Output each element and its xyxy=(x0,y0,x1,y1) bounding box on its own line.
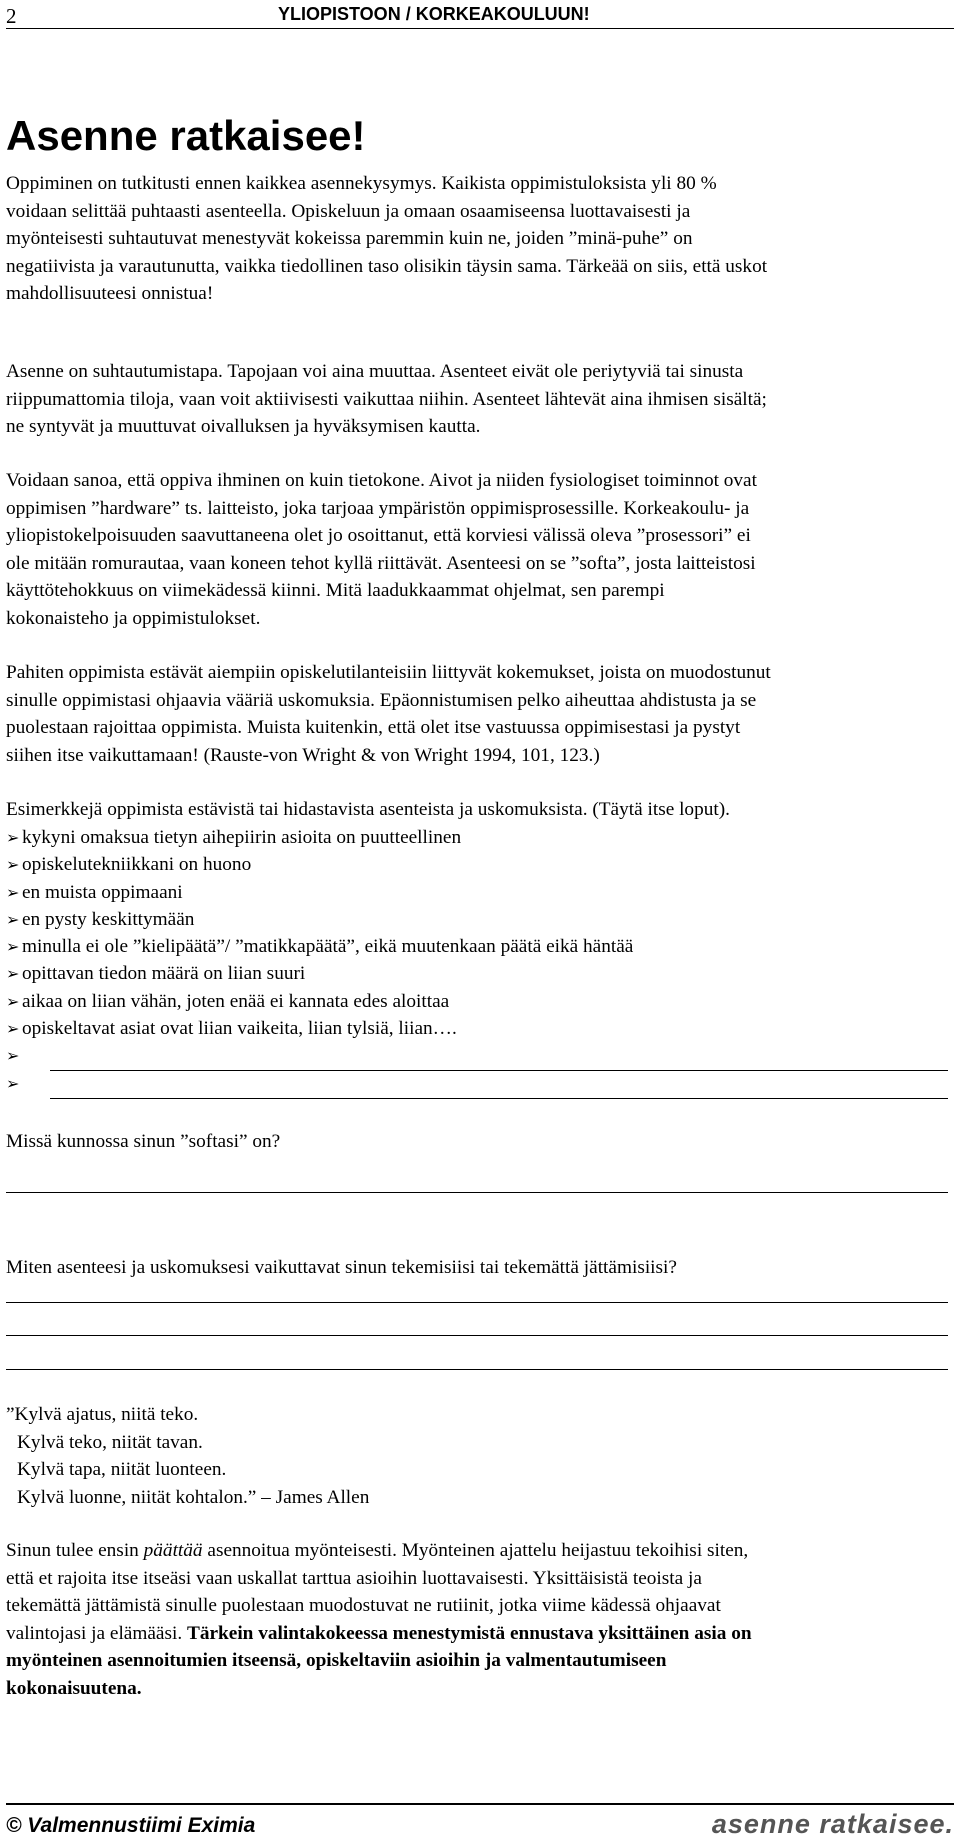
blank-answer-line[interactable] xyxy=(6,1192,948,1193)
blank-list-item xyxy=(6,1070,954,1097)
paragraph-line: mahdollisuuteesi onnistua! xyxy=(6,283,214,305)
paragraph-line: Sinun tulee ensin päättää asennoitua myönteisesti. Myönteinen ajattelu heijastuu tekoihisi siten, xyxy=(6,1540,749,1561)
blank-answer-line[interactable] xyxy=(50,1098,948,1099)
intro-paragraph xyxy=(6,170,954,308)
copyright-text: © Valmennustiimi Eximia xyxy=(6,1814,256,1837)
paragraph-line: sinulle oppimistasi ohjaavia vääriä uskomuksia. Epäonnistumisen pelko aiheuttaa ahdistusta ja se xyxy=(6,689,757,711)
quote-line: Kylvä luonne, niität kohtalon.” – James Allen xyxy=(17,1486,370,1508)
arrow-bullet-icon: ➢ xyxy=(6,937,20,957)
emphasis-text: päättää xyxy=(143,1540,203,1561)
paragraph-line: voidaan selittää puhtaasti asenteella. Opiskeluun ja omaan osaamiseensa luottavaisesti ja xyxy=(6,200,691,222)
quote-line: Kylvä teko, niität tavan. xyxy=(17,1431,203,1453)
paragraph-line: negatiivista ja varautunutta, vaikka tiedollinen taso olisikin täysin sama. Tärkeää on siis, että uskot xyxy=(6,255,768,277)
beliefs-paragraph xyxy=(6,659,954,769)
paragraph-line: siihen itse vaikuttamaan! (Rauste-von Wright & von Wright 1994, 101, 123.) xyxy=(6,744,600,766)
paragraph-line: tekemättä jättämistä sinulle puolestaan muodostuvat ne rutiinit, jotka viime kädessä ohjaavat xyxy=(6,1595,721,1617)
question-software xyxy=(6,1128,954,1156)
question-text: Miten asenteesi ja uskomuksesi vaikuttavat sinun tekemisiisi tai tekemättä jättämisiisi? xyxy=(6,1257,677,1278)
arrow-bullet-icon: ➢ xyxy=(6,964,20,984)
page-title: Asenne ratkaisee! xyxy=(6,112,366,159)
arrow-bullet-icon: ➢ xyxy=(6,1019,20,1039)
arrow-bullet-icon: ➢ xyxy=(6,991,20,1011)
question-text: Missä kunnossa sinun ”softasi” on? xyxy=(6,1131,281,1152)
paragraph-line: Pahiten oppimista estävät aiempiin opiskelutilanteisiin liittyvät kokemukset, joista on muodostunut xyxy=(6,662,771,683)
bold-text: kokonaisuutena. xyxy=(6,1677,142,1699)
list-item: ➢ en muista oppimaani xyxy=(6,879,954,906)
page-footer xyxy=(6,1803,954,1840)
list-item: ➢ opittavan tiedon määrä on liian suuri xyxy=(6,960,954,987)
page-number: 2 xyxy=(6,4,17,28)
blank-list-item xyxy=(6,1042,954,1069)
paragraph-line: käyttötehokkuus on viimekädessä kiinni. Mitä laadukkaammat ohjelmat, sen parempi xyxy=(6,580,665,602)
examples-intro xyxy=(6,796,954,824)
list-item: ➢ opiskelutekniikkani on huono xyxy=(6,851,954,878)
arrow-bullet-icon: ➢ xyxy=(6,909,20,929)
paragraph-line: myönteisesti suhtautuvat menestyvät kokeissa paremmin kuin ne, joiden ”minä-puhe” on xyxy=(6,228,693,250)
paragraph-line: Esimerkkejä oppimista estävistä tai hidastavista asenteista ja uskomuksista. (Täytä itse loput). xyxy=(6,799,730,820)
paragraph-line: Asenne on suhtautumistapa. Tapojaan voi aina muuttaa. Asenteet eivät ole periytyviä tai sinusta xyxy=(6,361,744,382)
paragraph-line: oppimisen ”hardware” ts. laitteisto, joka tarjoaa ympäristön oppimisprosessille. Korkeakoulu- ja xyxy=(6,497,750,519)
paragraph-line: yliopistokelpoisuuden saavuttaneena olet jo osoittanut, että korviesi välissä oleva ”prosessori” ei xyxy=(6,525,751,547)
paragraph-line: ole mitään romurautaa, vaan koneen tehot kyllä riittävät. Asenteesi on se ”softa”, josta laitteistosi xyxy=(6,552,756,574)
list-item: ➢ minulla ei ole ”kielipäätä”/ ”matikkapäätä”, eikä muutenkaan päätä eikä häntää xyxy=(6,933,954,960)
header-title: YLIOPISTOON / KORKEAKOULUUN! xyxy=(278,4,590,24)
quote-block xyxy=(6,1401,954,1511)
paragraph-line: Oppiminen on tutkitusti ennen kaikkea asennekysymys. Kaikista oppimistuloksista yli 80 % xyxy=(6,173,717,194)
arrow-bullet-icon: ➢ xyxy=(6,882,20,902)
computer-analogy-paragraph xyxy=(6,467,954,633)
list-item: ➢ aikaa on liian vähän, joten enää ei kannata edes aloittaa xyxy=(6,988,954,1015)
paragraph-line: ne syntyvät ja muuttuvat oivalluksen ja hyväksymisen kautta. xyxy=(6,416,481,438)
paragraph-line: Voidaan sanoa, että oppiva ihminen on kuin tietokone. Aivot ja niiden fysiologiset toiminnot ovat xyxy=(6,470,757,491)
list-item: ➢ en pysty keskittymään xyxy=(6,906,954,933)
paragraph-line xyxy=(6,1647,954,1675)
blank-answer-line[interactable] xyxy=(6,1369,948,1370)
blank-answer-line[interactable] xyxy=(50,1070,948,1071)
question-effects xyxy=(6,1254,954,1282)
page-header xyxy=(6,0,954,29)
brand-logo: asenne ratkaisee. xyxy=(711,1809,954,1839)
blank-answer-line[interactable] xyxy=(6,1335,948,1336)
paragraph-line: valintojasi ja elämääsi. Tärkein valintakokeessa menestymistä ennustava yksittäinen asia on xyxy=(6,1622,752,1644)
paragraph-line: kokonaisteho ja oppimistulokset. xyxy=(6,607,261,629)
blank-answer-line[interactable] xyxy=(6,1302,948,1303)
attitude-paragraph xyxy=(6,358,954,441)
paragraph-line: että et rajoita itse itseäsi vaan uskallat tarttua asioihin luottavaisesti. Yksittäisistä teoista ja xyxy=(6,1567,702,1589)
bold-text: Tärkein valintakokeessa menestymistä ennustava yksittäinen asia on xyxy=(186,1622,752,1644)
bold-text: myönteinen asennoitumien itseensä, opiskeltaviin asioihin ja valmentautumiseen xyxy=(6,1650,667,1672)
list-item: ➢ opiskeltavat asiat ovat liian vaikeita, liian tylsiä, liian…. xyxy=(6,1015,954,1042)
arrow-bullet-icon: ➢ xyxy=(6,1046,20,1066)
arrow-bullet-icon: ➢ xyxy=(6,855,20,875)
quote-line: ”Kylvä ajatus, niitä teko. xyxy=(6,1404,199,1425)
arrow-bullet-icon: ➢ xyxy=(6,1073,20,1093)
list-item: ➢ kykyni omaksua tietyn aihepiirin asioita on puutteellinen xyxy=(6,824,954,851)
paragraph-line: riippumattomia tiloja, vaan voit aktiivisesti vaikuttaa niihin. Asenteet lähtevät aina ihmisen sisältä; xyxy=(6,388,767,410)
paragraph-line: puolestaan rajoittaa oppimista. Muista kuitenkin, että olet itse vastuussa oppimisestasi ja pystyt xyxy=(6,717,741,739)
paragraph-line xyxy=(6,1675,954,1703)
arrow-bullet-icon: ➢ xyxy=(6,828,20,847)
belief-list xyxy=(6,824,954,1097)
closing-paragraph xyxy=(6,1537,954,1703)
quote-line: Kylvä tapa, niität luonteen. xyxy=(17,1459,227,1481)
